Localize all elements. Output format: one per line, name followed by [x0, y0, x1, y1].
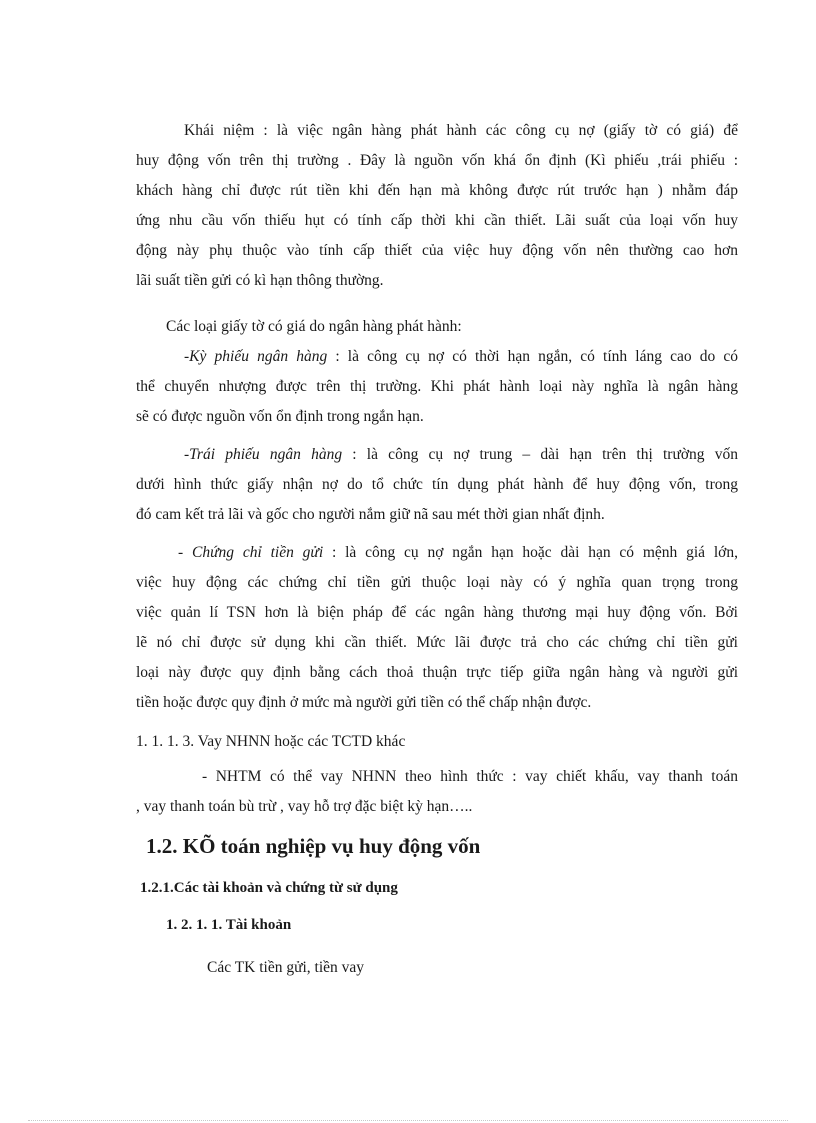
- page-bottom-rule: [28, 1120, 788, 1121]
- dash: -: [184, 446, 190, 463]
- term-ky-phieu: Kỳ phiếu ngân hàng: [189, 348, 328, 365]
- dash: -: [178, 544, 192, 561]
- text-line: thể chuyển nhượng được trên thị trường. Khi phát hành loại này nghĩa là ngân hàng: [136, 378, 738, 395]
- accounts-text: Các TK tiền gửi, tiền vay: [207, 959, 365, 976]
- promissory-note-paragraph: [136, 342, 738, 432]
- text-line: [136, 440, 738, 470]
- text-line: ứng nhu cầu vốn thiếu hụt có tính cấp thời khi cần thiết. Lãi suất của loại vốn huy: [136, 212, 738, 229]
- text-line: - NHTM có thể vay NHNN theo hình thức : vay chiết khấu, vay thanh toán: [202, 768, 738, 785]
- text-line: đó cam kết trả lãi và gốc cho người nắm giữ nã sau mét thời gian nhất định.: [136, 506, 605, 523]
- text-line: [136, 538, 738, 568]
- text-line: khách hàng chỉ được rút tiền khi đến hạn mà không được rút trước hạn ) nhằm đáp: [136, 182, 738, 199]
- heading-1-2-1-1: 1. 2. 1. 1. Tài khoản: [166, 917, 292, 933]
- text-line: loại này được quy định bằng cách thoả thuận trực tiếp giữa ngân hàng và người gửi: [136, 664, 738, 681]
- bond-paragraph: [136, 440, 738, 530]
- text-line: Khái niệm : là việc ngân hàng phát hành các công cụ nợ (giấy tờ có giá) để: [184, 122, 738, 139]
- text-line: việc quản lí TSN hơn là biện pháp để các ngân hàng thương mại huy động vốn. Bởi: [136, 604, 738, 621]
- text-line: tiền hoặc được quy định ở mức mà người gửi tiền có thể chấp nhận được.: [136, 694, 592, 711]
- heading-1-2: 1.2. KÕ toán nghiệp vụ huy động vốn: [146, 834, 481, 858]
- text-line: [136, 342, 738, 372]
- dash: -: [184, 348, 190, 365]
- text-line: huy động vốn trên thị trường . Đây là nguồn vốn khá ổn định (Kì phiếu ,trái phiếu :: [136, 152, 738, 169]
- term-chung-chi: Chứng chỉ tiền gửi: [191, 544, 324, 561]
- text-line: , vay thanh toán bù trừ , vay hỗ trợ đặc biệt kỳ hạn…..: [136, 798, 473, 815]
- term-definition: : là công cụ nợ ngắn hạn hoặc dài hạn có mệnh giá lớn,: [323, 544, 738, 561]
- term-trai-phieu: Trái phiếu ngân hàng: [189, 446, 343, 463]
- text-line: lẽ nó chỉ được sử dụng khi cần thiết. Mức lãi được trả cho các chứng chỉ tiền gửi: [136, 634, 738, 651]
- heading-1-2-1: 1.2.1.Các tài khoản và chứng từ sử dụng: [140, 880, 398, 896]
- text-line: dưới hình thức giấy nhận nợ do tổ chức tín dụng phát hành để huy động vốn, trong: [136, 476, 738, 493]
- term-definition: : là công cụ nợ trung – dài hạn trên thị trường vốn: [342, 446, 738, 463]
- paper-types-intro: Các loại giấy tờ có giá do ngân hàng phát hành:: [166, 318, 462, 335]
- concept-paragraph: [136, 116, 738, 296]
- text-line: việc huy động các chứng chỉ tiền gửi thuộc loại này có ý nghĩa quan trọng trong: [136, 574, 738, 591]
- text-line: lãi suất tiền gửi có kì hạn thông thường.: [136, 272, 384, 289]
- text-line: động này phụ thuộc vào tính cấp thiết của việc huy động vốn nên thường cao hơn: [136, 242, 738, 259]
- certificate-of-deposit-paragraph: [136, 538, 738, 718]
- term-definition: : là công cụ nợ có thời hạn ngắn, có tính láng cao do có: [327, 348, 738, 365]
- text-line: sẽ có được nguồn vốn ổn định trong ngắn hạn.: [136, 408, 424, 425]
- section-heading-1113: 1. 1. 1. 3. Vay NHNN hoặc các TCTD khác: [136, 733, 406, 750]
- central-bank-loan-paragraph: [136, 762, 738, 822]
